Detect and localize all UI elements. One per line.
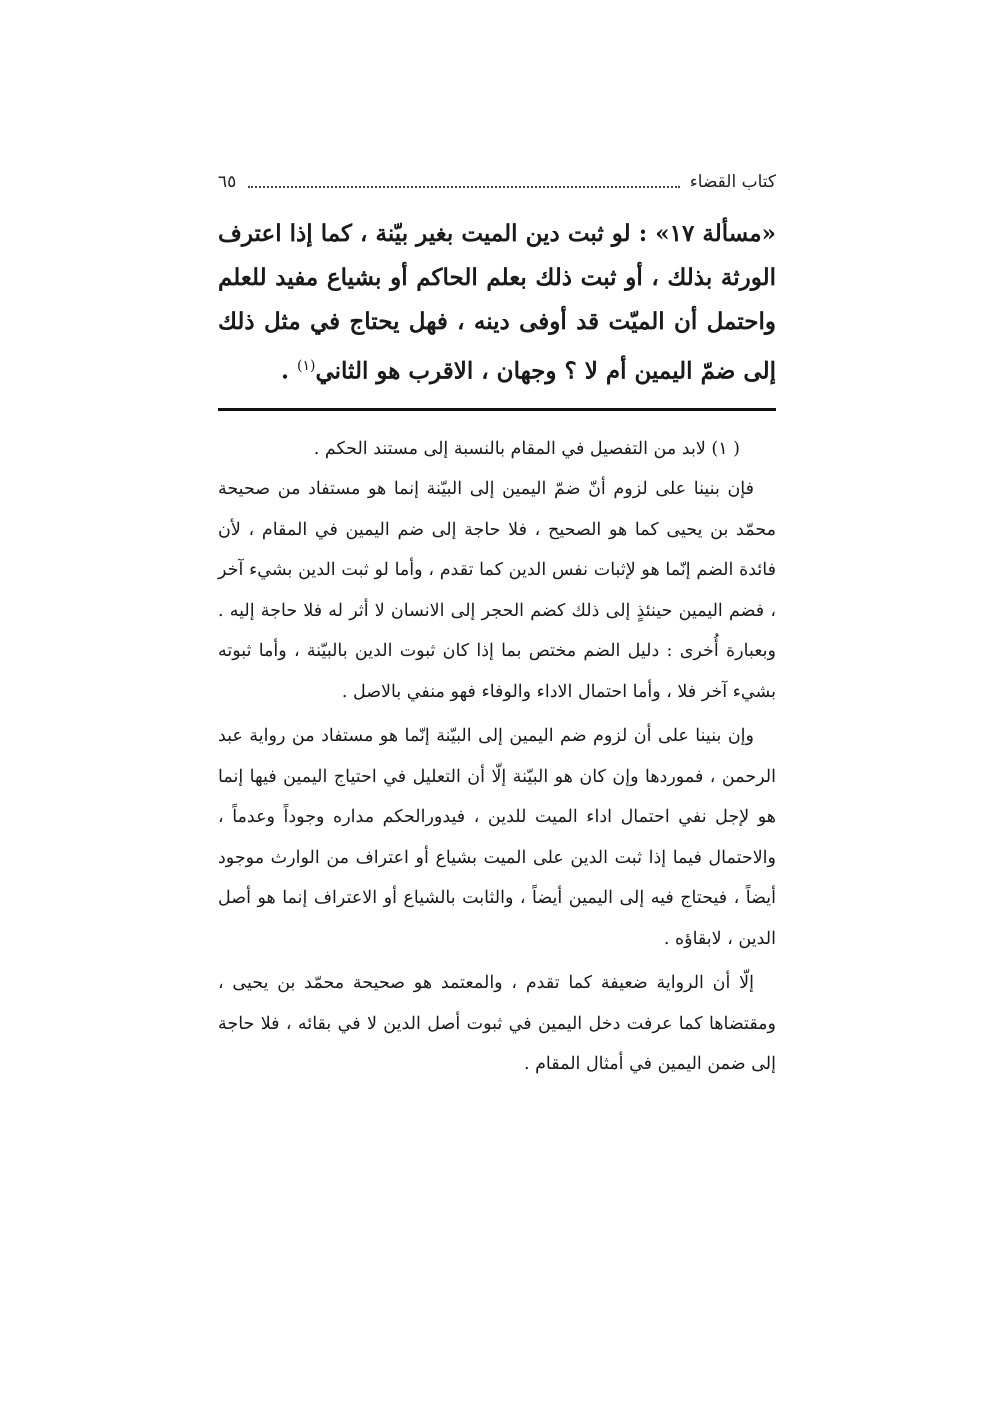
question-paragraph [218,212,776,394]
footnote-separator [218,408,776,411]
dotted-leader [248,186,680,188]
footnote-reference: (١) [296,358,316,374]
footnote-paragraph-1: فإن بنينا على لزوم أنّ ضمّ اليمين إلى البيّنة إنما هو مستفاد من صحيحة محمّد بن يحيى كما هو الصحيح ، فلا حاجة إلى ضم اليمين في المقام ، لأن فائدة الضم إنّما هو لإثبات نفس الدين كما تقدم ، وأما لو ثبت الدين بشيء آخر ، فضم اليمين حينئذٍ إلى ذلك كضم الحجر إلى الانسان لا أثر له فلا حاجة إليه . وبعبارة أُخرى : دليل الضم مختص بما إذا كان ثبوت الدين بالبيّنة ، وأما ثبوته بشيء آخر فلا ، وأما احتمال الاداء والوفاء فهو منفي بالاصل . [218,479,776,702]
footnote-1: ( ١) لابد من التفصيل في المقام بالنسبة إلى مستند الحكم . [313,438,740,459]
running-header [218,168,776,196]
page-number: ٦٥ [218,172,237,192]
footnotes-section [218,429,776,1085]
footnote-paragraph-3: إلّا أن الرواية ضعيفة كما تقدم ، والمعتمد هو صحيحة محمّد بن يحيى ، ومقتضاها كما عرفت دخل اليمين في ثبوت أصل الدين لا في بقائه ، فلا حاجة إلى ضمن اليمين في أمثال المقام . [218,973,776,1075]
question-end-mark: . [280,357,297,385]
question-text: «مسألة ١٧» : لو ثبت دين الميت بغير بيّنة ، كما إذا اعترف الورثة بذلك ، أو ثبت ذلك بعلم الحاكم أو بشياع مفيد للعلم واحتمل أن الميّت قد أوفى دينه ، فهل يحتاج في مثل ذلك إلى ضمّ اليمين أم لا ؟ وجهان ، الاقرب هو الثاني [218,220,776,385]
book-title: كتاب القضاء [689,172,776,192]
footnote-paragraph-2: وإن بنينا على أن لزوم ضم اليمين إلى البيّنة إنّما هو مستفاد من رواية عبد الرحمن ، فموردها وإن كان هو البيّنة إلّا أن التعليل في احتياج اليمين فيها إنما هو لإجل نفي احتمال اداء الميت للدين ، فيدورالحكم مداره وجوداً وعدماً ، والاحتمال فيما إذا ثبت الدين على الميت بشياع أو اعتراف من الوارث موجود أيضاً ، فيحتاج فيه إلى اليمين أيضاً ، والثابت بالشياع أو الاعتراف إنما هو أصل الدين ، لابقاؤه . [218,726,776,949]
book-page [218,168,776,1085]
